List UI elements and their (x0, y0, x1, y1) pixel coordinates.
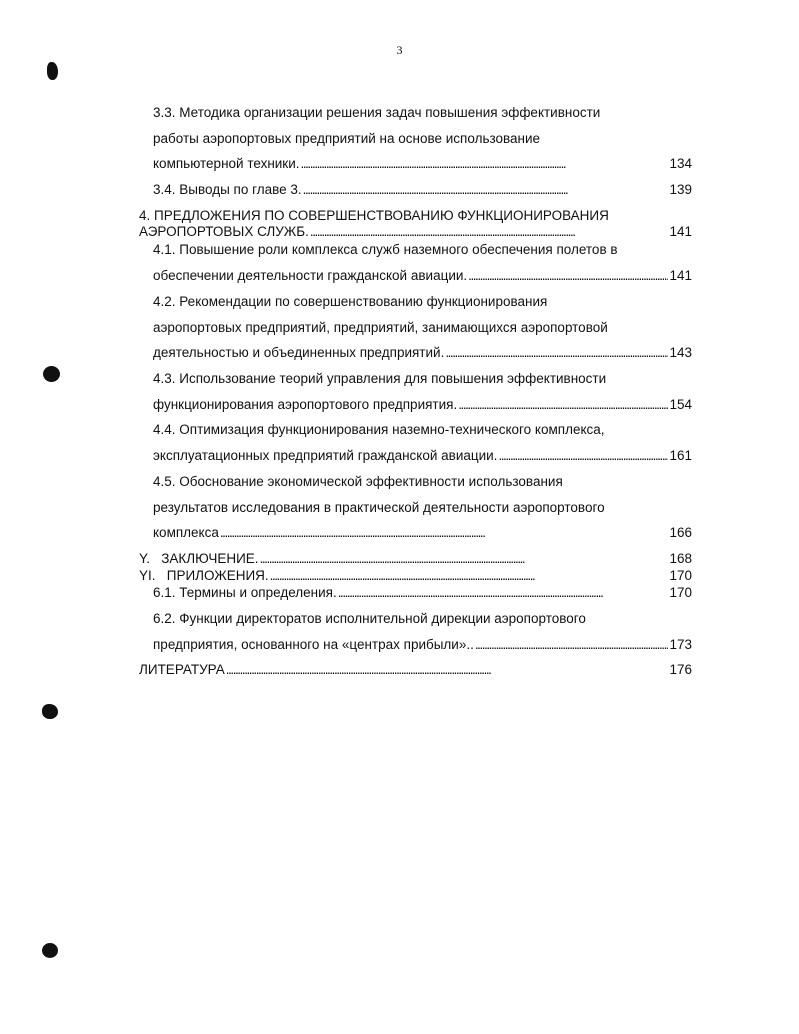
toc-entry-6-1[interactable] (153, 585, 692, 601)
toc-entry-page: 168 (669, 551, 692, 566)
toc-entry-3-3-line-1: 3.3. Методика организации решения задач повышения эффективности (153, 105, 601, 120)
toc-entry-page: 141 (669, 268, 692, 283)
toc-entry-appendices[interactable] (139, 568, 692, 584)
toc-entry-title: ЛИТЕРАТУРА (139, 662, 225, 677)
toc-entry-title: деятельностью и объединенных предприятий. (153, 345, 445, 360)
toc-entry-title: 3.4. Выводы по главе 3. (153, 182, 302, 197)
toc-entry-page: 166 (669, 525, 692, 540)
toc-entry-6-2[interactable] (153, 637, 692, 653)
toc-entry-literature[interactable] (139, 662, 692, 678)
toc-entry-page: 170 (669, 585, 692, 600)
toc-entry-title: обеспечении деятельности гражданской авиации. (153, 268, 468, 283)
toc-entry-4-4-line-1: 4.4. Оптимизация функционирования наземно-технического комплекса, (153, 422, 605, 437)
toc-entry-6-2-line-1: 6.2. Функции директоратов исполнительной дирекции аэропортового (153, 611, 586, 626)
toc-entry-title: эксплуатационных предприятий гражданской авиации. (153, 448, 498, 463)
toc-entry-4-5-line-2: результатов исследования в практической деятельности аэропортового (153, 500, 605, 515)
toc-entry-title: АЭРОПОРТОВЫХ СЛУЖБ. (139, 224, 309, 239)
toc-entry-4-4[interactable] (153, 448, 692, 464)
scan-hole-mark (47, 62, 58, 80)
toc-entry-title: 6.1. Термины и определения. (153, 585, 337, 600)
toc-entry-page: 139 (669, 182, 692, 197)
toc-entry-title: Y. ЗАКЛЮЧЕНИЕ. (139, 551, 259, 566)
toc-entry-page: 176 (669, 662, 692, 677)
toc-entry-4-2[interactable] (153, 345, 692, 361)
toc-entry-3-4[interactable] (153, 182, 692, 198)
toc-entry-title: YI. ПРИЛОЖЕНИЯ. (139, 568, 269, 583)
scan-hole-mark (42, 704, 58, 719)
toc-entry-3-3[interactable] (153, 156, 692, 172)
toc-entry-page: 141 (669, 224, 692, 239)
toc-entry-4-2-line-2: аэропортовых предприятий, предприятий, занимающихся аэропортовой (153, 320, 608, 335)
toc-entry-4-line-1: 4. ПРЕДЛОЖЕНИЯ ПО СОВЕРШЕНСТВОВАНИЮ ФУНКЦИОНИРОВАНИЯ (139, 208, 609, 223)
page-number: 3 (396, 43, 403, 57)
scan-hole-mark (42, 943, 58, 958)
toc-entry-4-3-line-1: 4.3. Использование теорий управления для повышения эффективности (153, 371, 607, 386)
toc-entry-title: функционирования аэропортового предприятия. (153, 397, 458, 412)
toc-entry-conclusion[interactable] (139, 551, 692, 567)
toc-entry-title: комплекса (153, 525, 219, 540)
toc-entry-4[interactable] (139, 224, 692, 240)
scan-hole-mark (43, 366, 60, 382)
toc-entry-page: 161 (669, 448, 692, 463)
toc-entry-4-5[interactable] (153, 525, 692, 541)
toc-entry-3-3-line-2: работы аэропортовых предприятий на основе использование (153, 131, 541, 146)
toc-entry-4-2-line-1: 4.2. Рекомендации по совершенствованию функционирования (153, 294, 548, 309)
toc-entry-title: предприятия, основанного на «центрах прибыли».. (153, 637, 474, 652)
toc-entry-page: 173 (669, 637, 692, 652)
toc-entry-page: 170 (669, 568, 692, 583)
toc-entry-page: 134 (669, 156, 692, 171)
toc-entry-4-1-line-1: 4.1. Повышение роли комплекса служб наземного обеспечения полетов в (153, 242, 618, 257)
toc-entry-4-3[interactable] (153, 397, 692, 413)
toc-entry-title: компьютерной техники. (153, 156, 300, 171)
toc-entry-page: 143 (669, 345, 692, 360)
toc-entry-page: 154 (669, 397, 692, 412)
toc-entry-4-1[interactable] (153, 268, 692, 284)
toc-entry-4-5-line-1: 4.5. Обоснование экономической эффективности использования (153, 474, 563, 489)
